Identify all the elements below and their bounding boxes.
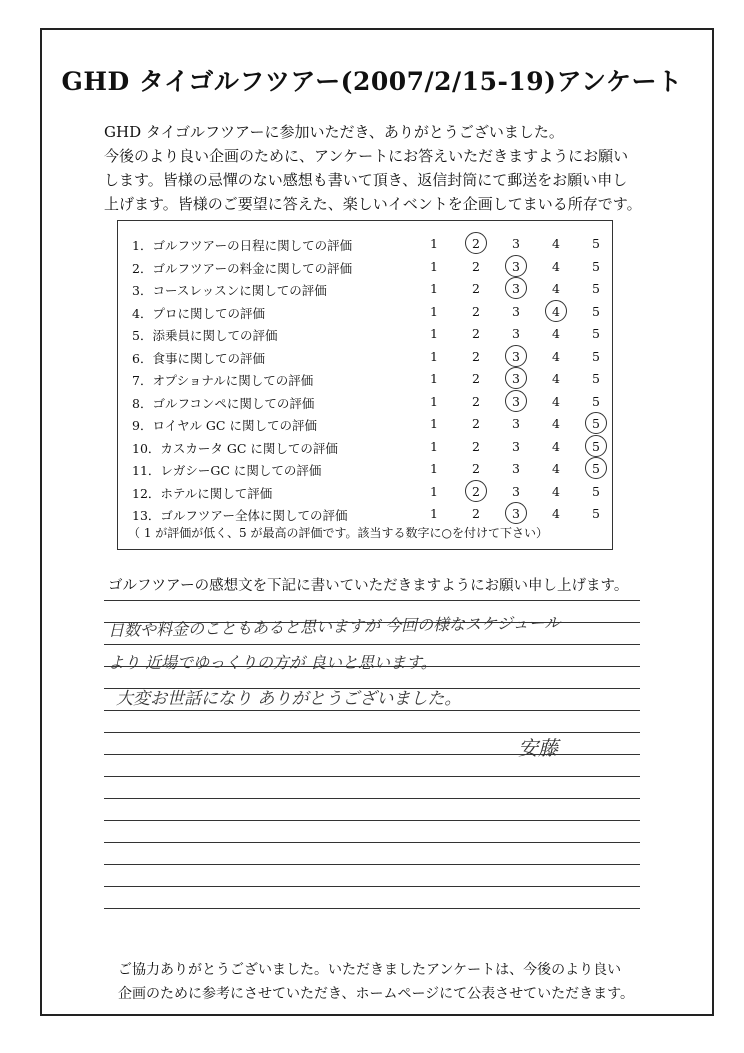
rating-option-4[interactable]: 4 <box>552 506 560 521</box>
rating-row <box>118 414 614 434</box>
intro-line: GHD タイゴルフツアーに参加いただき、ありがとうございました。 <box>104 123 564 141</box>
rating-option-4[interactable]: 4 <box>552 416 560 431</box>
comment-line <box>104 908 640 909</box>
rating-label: 1．ゴルフツアーの日程に関しての評価 <box>132 238 353 253</box>
rating-row <box>118 234 614 254</box>
rating-option-1[interactable]: 1 <box>430 438 438 454</box>
intro-line: 今後のより良い企画のために、アンケートにお答えいただきますようにお願い <box>104 147 629 165</box>
handwritten-comment: より 近場でゆっくりの方が 良いと思います。 <box>108 653 437 672</box>
page-title: GHD タイゴルフツアー(2007/2/15-19)アンケート <box>61 67 683 96</box>
rating-option-4[interactable]: 4 <box>552 371 560 386</box>
rating-option-3[interactable]: 3 <box>506 394 526 409</box>
rating-row <box>118 324 614 344</box>
rating-option-2[interactable]: 2 <box>472 416 480 431</box>
footer-line: 企画のために参考にさせていただき、ホームページにて公表させていただきます。 <box>118 986 635 1002</box>
rating-table <box>117 220 613 550</box>
rating-option-5[interactable]: 5 <box>592 258 600 274</box>
rating-option-2[interactable]: 2 <box>472 506 480 521</box>
comment-line <box>104 798 640 799</box>
rating-option-5[interactable]: 5 <box>592 371 600 386</box>
rating-option-5[interactable]: 5 <box>592 303 600 319</box>
rating-option-2[interactable]: 2 <box>472 303 480 319</box>
rating-label: 11．レガシーGC に関しての評価 <box>132 463 322 478</box>
rating-row <box>118 437 614 457</box>
rating-label: 9．ロイヤル GC に関しての評価 <box>132 418 317 433</box>
rating-row <box>118 459 614 479</box>
intro-text <box>104 120 664 216</box>
rating-option-1[interactable]: 1 <box>430 236 438 251</box>
rating-option-3[interactable]: 3 <box>506 281 526 296</box>
rating-label: 10．カスカータ GC に関しての評価 <box>132 440 338 456</box>
rating-option-2[interactable]: 2 <box>472 326 480 341</box>
rating-option-3[interactable]: 3 <box>512 236 520 251</box>
handwritten-comment: 大変お世話になり ありがとうございました。 <box>116 689 462 709</box>
rating-option-1[interactable]: 1 <box>430 416 438 431</box>
rating-option-2[interactable]: 2 <box>466 484 486 499</box>
rating-option-2[interactable]: 2 <box>472 258 480 274</box>
rating-option-2[interactable]: 2 <box>472 371 480 386</box>
rating-row <box>118 302 614 322</box>
rating-option-5[interactable]: 5 <box>592 348 600 364</box>
rating-option-2[interactable]: 2 <box>472 348 480 364</box>
rating-option-5[interactable]: 5 <box>592 236 600 251</box>
rating-option-2[interactable]: 2 <box>472 461 480 476</box>
rating-row <box>118 392 614 412</box>
footer-line: ご協力ありがとうございました。いただきましたアンケートは、今後のより良い <box>118 962 622 978</box>
rating-option-4[interactable]: 4 <box>552 348 560 364</box>
rating-option-4[interactable]: 4 <box>552 326 560 341</box>
rating-option-5[interactable]: 5 <box>592 281 600 296</box>
comment-line <box>104 644 640 645</box>
rating-option-5[interactable]: 5 <box>592 393 600 409</box>
rating-option-1[interactable]: 1 <box>430 506 438 521</box>
rating-option-2[interactable]: 2 <box>472 393 480 409</box>
rating-option-1[interactable]: 1 <box>430 281 438 296</box>
rating-option-3[interactable]: 3 <box>512 438 520 454</box>
rating-option-2[interactable]: 2 <box>472 281 480 296</box>
signature: 安藤 <box>518 736 558 760</box>
rating-option-1[interactable]: 1 <box>430 371 438 386</box>
footer-text <box>118 958 678 1006</box>
rating-option-1[interactable]: 1 <box>430 461 438 476</box>
rating-label: 6．食事に関しての評価 <box>132 350 265 366</box>
rating-option-3[interactable]: 3 <box>512 303 520 319</box>
rating-option-5[interactable]: 5 <box>592 483 600 499</box>
rating-row <box>118 279 614 299</box>
comment-line <box>104 864 640 865</box>
comment-line <box>104 710 640 711</box>
comment-heading: ゴルフツアーの感想文を下記に書いていただきますようにお願い申し上げます。 <box>108 578 629 594</box>
rating-label: 5．添乗員に関しての評価 <box>132 328 278 343</box>
rating-option-5[interactable]: 5 <box>586 461 606 476</box>
rating-row <box>118 257 614 277</box>
rating-option-5[interactable]: 5 <box>592 506 600 521</box>
intro-line: 上げます。皆様のご要望に答えた、楽しいイベントを企画してまいる所存です。 <box>104 195 642 213</box>
rating-option-2[interactable]: 2 <box>466 236 486 251</box>
rating-row <box>118 369 614 389</box>
rating-option-4[interactable]: 4 <box>552 281 560 296</box>
rating-option-1[interactable]: 1 <box>430 348 438 364</box>
rating-option-1[interactable]: 1 <box>430 258 438 274</box>
rating-label: 3．コースレッスンに関しての評価 <box>132 283 327 298</box>
rating-option-4[interactable]: 4 <box>552 438 560 454</box>
rating-option-1[interactable]: 1 <box>430 326 438 341</box>
rating-row <box>118 504 614 524</box>
rating-option-3[interactable]: 3 <box>512 461 520 476</box>
comment-line <box>104 732 640 733</box>
rating-option-2[interactable]: 2 <box>472 438 480 454</box>
rating-option-1[interactable]: 1 <box>430 393 438 409</box>
rating-option-4[interactable]: 4 <box>552 258 560 274</box>
rating-option-4[interactable]: 4 <box>552 393 560 409</box>
rating-label: 8．ゴルフコンペに関しての評価 <box>132 395 315 411</box>
comment-line <box>104 820 640 821</box>
comment-line <box>104 600 640 601</box>
rating-option-5[interactable]: 5 <box>586 416 606 431</box>
rating-option-3[interactable]: 3 <box>512 483 520 499</box>
handwritten-comment: 日数や料金のこともあると思いますが 今回の様なスケジュール <box>107 613 561 640</box>
comment-line <box>104 842 640 843</box>
rating-label: 7．オプショナルに関しての評価 <box>132 373 314 388</box>
rating-row <box>118 347 614 367</box>
rating-option-1[interactable]: 1 <box>430 483 438 499</box>
rating-option-4[interactable]: 4 <box>552 483 560 499</box>
comment-line <box>104 886 640 887</box>
rating-option-3[interactable]: 3 <box>512 416 520 431</box>
rating-option-1[interactable]: 1 <box>430 303 438 319</box>
rating-option-3[interactable]: 3 <box>512 326 520 341</box>
rating-label: 2．ゴルフツアーの料金に関しての評価 <box>132 260 353 276</box>
rating-option-4[interactable]: 4 <box>546 304 566 319</box>
rating-option-5[interactable]: 5 <box>592 326 600 341</box>
rating-label: 13．ゴルフツアー全体に関しての評価 <box>132 508 348 523</box>
rating-option-3[interactable]: 3 <box>506 349 526 364</box>
rating-option-3[interactable]: 3 <box>506 371 526 386</box>
comment-line <box>104 754 640 755</box>
rating-option-4[interactable]: 4 <box>552 236 560 251</box>
rating-option-4[interactable]: 4 <box>552 461 560 476</box>
rating-label: 4．プロに関しての評価 <box>132 305 265 321</box>
rating-option-3[interactable]: 3 <box>506 259 526 274</box>
rating-option-3[interactable]: 3 <box>506 506 526 521</box>
rating-label: 12．ホテルに関して評価 <box>132 485 273 501</box>
comment-line <box>104 776 640 777</box>
intro-line: します。皆様の忌憚のない感想も書いて頂き、返信封筒にて郵送をお願い申し <box>104 171 628 189</box>
rating-row <box>118 482 614 502</box>
rating-option-5[interactable]: 5 <box>586 439 606 454</box>
scale-note: （ 1 が評価が低く、5 が最高の評価です。該当する数字に○を付けて下さい） <box>128 526 548 540</box>
